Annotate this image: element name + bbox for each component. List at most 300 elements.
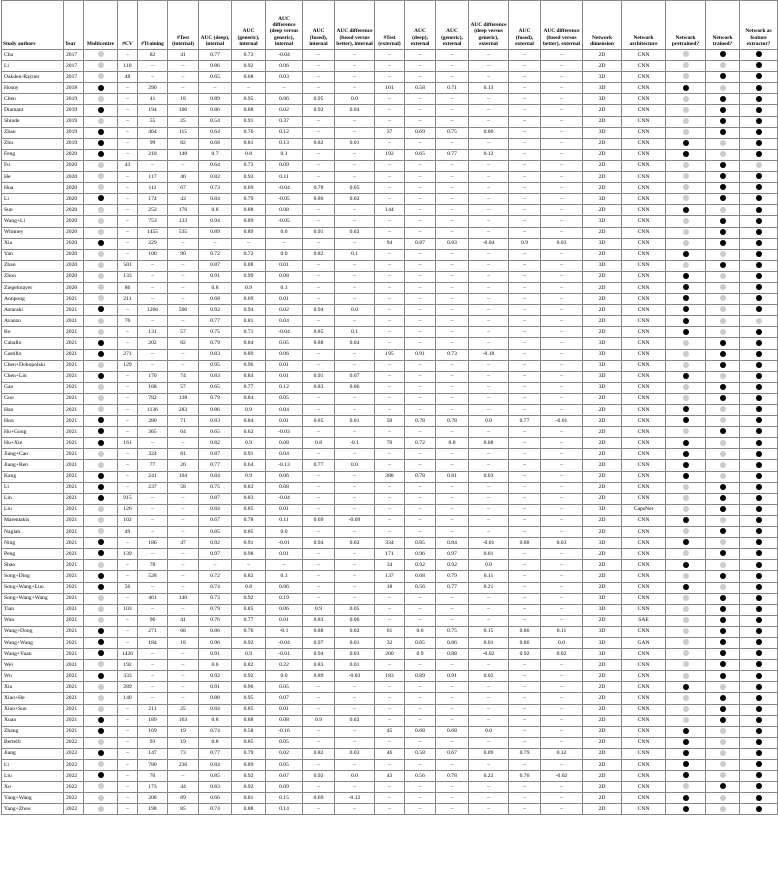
table-cell: CNN [622,382,666,393]
filled-dot-icon [720,240,726,246]
filled-dot-icon [756,207,762,213]
table-cell: 0.37 [266,116,303,127]
table-cell [740,471,778,482]
table-cell: – [375,615,405,626]
table-cell: – [436,527,469,538]
table-cell [666,560,706,571]
filled-dot-icon [756,240,762,246]
table-cell: 753 [138,216,168,227]
table-cell: 2D [583,726,622,737]
table-row [2,249,778,260]
table-cell: – [335,737,375,748]
table-cell [666,504,706,515]
table-cell: 2021 [64,660,84,671]
table-cell: – [303,393,335,404]
table-row [2,305,778,316]
table-cell: – [375,371,405,382]
table-cell: – [168,360,199,371]
table-row [2,527,778,538]
table-cell: – [138,604,168,615]
table-cell: – [303,50,335,61]
table-cell: 0.72 [232,249,266,260]
filled-dot-icon [720,695,726,701]
table-cell: 0.8 [436,438,469,449]
table-cell: – [303,127,335,138]
filled-dot-icon [720,595,726,601]
table-cell: 2D [583,183,622,194]
table-cell: 0.97 [303,637,335,648]
table-cell [706,382,740,393]
filled-dot-icon [756,517,762,523]
table-cell [666,482,706,493]
table-cell: – [168,260,199,271]
table-cell: 2020 [64,238,84,249]
table-cell [706,238,740,249]
filled-dot-icon [683,440,689,446]
table-cell: 104 [168,471,199,482]
table-cell: – [375,260,405,271]
table-cell: 0.83 [303,660,335,671]
table-cell: Wang+Li [2,216,64,227]
table-cell: 0.07 [335,371,375,382]
column-header: #Test (internal) [168,1,199,50]
table-cell: – [541,460,583,471]
table-row [2,50,778,61]
table-row [2,449,778,460]
table-cell: 0.91 [199,271,232,282]
table-cell: 0.84 [199,704,232,715]
table-cell: 0.83 [436,238,469,249]
column-header: Multicentre [84,1,118,50]
table-cell: 0.6 [405,626,436,637]
table-cell: 0.85 [232,704,266,715]
table-cell [706,371,740,382]
table-cell [706,760,740,771]
table-cell: – [266,560,303,571]
hollow-dot-icon [720,273,726,279]
table-cell: – [436,704,469,715]
hollow-dot-icon [98,329,104,335]
table-cell: 131 [138,327,168,338]
hollow-dot-icon [683,617,689,623]
table-cell: 0.89 [232,349,266,360]
filled-dot-icon [720,484,726,490]
table-cell: 0.86 [199,626,232,637]
column-header: AUC (deep), external [405,1,436,50]
table-row [2,216,778,227]
table-cell [740,571,778,582]
table-cell: – [436,172,469,183]
table-cell: – [168,504,199,515]
table-row [2,382,778,393]
table-cell: 0.02 [335,227,375,238]
table-cell: 20 [168,460,199,471]
table-cell: – [375,72,405,83]
table-cell: 2020 [64,205,84,216]
table-cell: – [541,615,583,626]
hollow-dot-icon [683,340,689,346]
table-cell: CNN [622,216,666,227]
table-cell [666,160,706,171]
table-cell [84,216,118,227]
filled-dot-icon [720,384,726,390]
table-cell: 0.7 [199,149,232,160]
table-cell [740,582,778,593]
table-cell: 0.05 [266,682,303,693]
table-row [2,649,778,660]
table-cell [740,393,778,404]
table-cell: CNN [622,771,666,782]
table-cell: – [303,760,335,771]
hollow-dot-icon [720,373,726,379]
table-cell: CNN [622,704,666,715]
table-cell: 89 [168,793,199,804]
table-cell: 139 [118,549,138,560]
table-cell: – [168,560,199,571]
hollow-dot-icon [720,284,726,290]
table-cell: Hua [2,183,64,194]
table-cell: 90 [168,249,199,260]
table-cell [740,305,778,316]
table-cell: 0.02 [541,649,583,660]
table-cell: 3D [583,382,622,393]
table-cell: 0.12 [541,748,583,759]
table-cell: – [541,527,583,538]
table-cell [84,294,118,305]
table-cell: – [509,94,541,105]
table-cell: Han [2,405,64,416]
table-cell: 55 [138,116,168,127]
table-cell: 99 [138,138,168,149]
hollow-dot-icon [683,184,689,190]
table-cell: Hou [2,416,64,427]
table-cell: 41 [168,50,199,61]
table-cell: – [469,760,509,771]
table-cell: – [469,449,509,460]
table-cell: – [509,693,541,704]
table-cell: Jiang+Ren [2,460,64,471]
table-cell: – [509,138,541,149]
table-cell: – [469,382,509,393]
table-cell [706,560,740,571]
filled-dot-icon [756,73,762,79]
table-cell: – [138,316,168,327]
table-cell [666,793,706,804]
table-cell: 0.74 [199,582,232,593]
table-row [2,72,778,83]
table-cell: – [375,294,405,305]
table-cell: – [118,216,138,227]
table-cell: 0.81 [232,793,266,804]
table-cell: 2019 [64,127,84,138]
table-cell: 57 [168,382,199,393]
table-cell: – [138,438,168,449]
table-cell: – [303,482,335,493]
table-cell: 0.19 [266,593,303,604]
table-cell: 2020 [64,249,84,260]
table-cell: 0.11 [266,515,303,526]
table-cell: 117 [138,172,168,183]
table-cell: 280 [138,416,168,427]
table-cell: 0.84 [199,471,232,482]
table-cell: – [405,460,436,471]
table-cell [740,538,778,549]
hollow-dot-icon [720,517,726,523]
table-cell: – [541,216,583,227]
table-cell: 365 [138,427,168,438]
filled-dot-icon [720,184,726,190]
table-cell: 0.92 [199,538,232,549]
column-header: AUC (fused), internal [303,1,335,50]
table-cell: 0.73 [232,160,266,171]
table-cell: – [541,782,583,793]
table-cell: Feng [2,149,64,160]
table-cell: 0.01 [335,138,375,149]
table-cell: – [118,737,138,748]
table-cell: 73 [168,748,199,759]
table-cell [706,671,740,682]
filled-dot-icon [720,606,726,612]
table-cell: – [541,316,583,327]
table-cell: – [405,693,436,704]
table-cell: 34 [375,560,405,571]
table-cell: 2021 [64,493,84,504]
table-cell: Liu [2,504,64,515]
table-cell: – [118,94,138,105]
table-cell: 0.67 [436,748,469,759]
table-cell: – [509,515,541,526]
filled-dot-icon [756,329,762,335]
table-cell: – [509,571,541,582]
hollow-dot-icon [98,661,104,667]
table-cell: Li [2,760,64,771]
table-cell: 0.15 [266,793,303,804]
table-cell: 0.85 [405,637,436,648]
table-cell: – [509,615,541,626]
hollow-dot-icon [683,73,689,79]
table-cell: – [541,50,583,61]
table-cell: 0.69 [303,793,335,804]
table-cell: – [303,560,335,571]
filled-dot-icon [756,750,762,756]
table-cell: – [405,382,436,393]
table-cell: 192 [375,149,405,160]
table-row [2,582,778,593]
table-cell: 0.95 [232,693,266,704]
table-cell: CNN [622,327,666,338]
table-cell: 76 [118,316,138,327]
table-cell: Yang+Wang [2,793,64,804]
table-cell: 3D [583,504,622,515]
table-cell: 0.77 [199,748,232,759]
table-cell: – [405,50,436,61]
table-cell [666,72,706,83]
table-cell: Li [2,194,64,205]
table-cell: 2021 [64,349,84,360]
table-cell [706,737,740,748]
table-cell: – [375,793,405,804]
table-cell: – [118,405,138,416]
table-cell: GAN [622,637,666,648]
table-cell: – [436,271,469,282]
table-cell: 0.68 [199,138,232,149]
table-cell: – [199,238,232,249]
filled-dot-icon [756,362,762,368]
table-cell: 0.91 [436,671,469,682]
table-cell: 32 [375,637,405,648]
table-row [2,294,778,305]
table-cell: -0.05 [266,216,303,227]
table-cell: CapsNet [622,504,666,515]
table-cell: – [541,471,583,482]
table-cell: 237 [138,482,168,493]
filled-dot-icon [720,506,726,512]
table-cell: – [375,382,405,393]
table-cell: – [541,515,583,526]
table-cell: 161 [118,438,138,449]
filled-dot-icon [756,783,762,789]
table-cell: 0.05 [335,183,375,194]
table-cell: – [138,61,168,72]
table-row [2,771,778,782]
table-cell: CNN [622,183,666,194]
table-cell [706,249,740,260]
table-cell: – [335,582,375,593]
table-cell: – [509,172,541,183]
table-row [2,482,778,493]
hollow-dot-icon [98,517,104,523]
table-cell: – [436,260,469,271]
table-cell [666,571,706,582]
table-cell: 2018 [64,83,84,94]
table-cell: – [541,61,583,72]
table-row [2,549,778,560]
table-cell: CNN [622,715,666,726]
table-cell: 2021 [64,405,84,416]
table-cell [740,249,778,260]
table-cell: Shinde [2,116,64,127]
table-cell: 0.91 [303,227,335,238]
table-cell: 0.85 [303,327,335,338]
table-cell: 2D [583,249,622,260]
table-cell [706,327,740,338]
table-cell: 0.8 [199,737,232,748]
table-cell: 0.02 [266,305,303,316]
table-cell: 2D [583,704,622,715]
table-cell: – [303,549,335,560]
table-row [2,316,778,327]
table-cell: 140 [118,693,138,704]
table-cell: – [509,61,541,72]
table-cell: – [138,72,168,83]
table-cell: 0.78 [405,471,436,482]
table-cell: Wei [2,660,64,671]
table-cell: – [375,660,405,671]
table-row [2,471,778,482]
table-cell [84,604,118,615]
filled-dot-icon [683,584,689,590]
table-cell: – [375,405,405,416]
table-row [2,260,778,271]
table-cell: 19 [168,726,199,737]
filled-dot-icon [98,717,104,723]
table-cell: – [541,72,583,83]
table-cell: – [303,682,335,693]
table-cell: 528 [138,571,168,582]
table-cell: – [118,138,138,149]
table-cell: 0.88 [509,538,541,549]
table-cell: – [303,172,335,183]
hollow-dot-icon [683,673,689,679]
table-cell: 3D [583,83,622,94]
table-cell: -0.01 [266,649,303,660]
table-cell: – [168,771,199,782]
table-cell: 0.06 [266,604,303,615]
filled-dot-icon [98,750,104,756]
table-row [2,138,778,149]
table-cell: – [436,105,469,116]
table-cell: – [509,782,541,793]
table-cell: Yan [2,249,64,260]
table-cell [666,382,706,393]
table-row [2,671,778,682]
table-cell: – [335,294,375,305]
table-cell: 37 [375,127,405,138]
table-row [2,626,778,637]
table-cell: -0.09 [335,515,375,526]
hollow-dot-icon [98,783,104,789]
table-cell: 168 [138,382,168,393]
table-cell: – [375,360,405,371]
table-cell: 0.01 [266,360,303,371]
table-cell: CNN [622,83,666,94]
table-cell [706,427,740,438]
table-cell: 0.06 [266,582,303,593]
table-cell: 2021 [64,649,84,660]
table-cell: CNN [622,682,666,693]
filled-dot-icon [756,695,762,701]
table-cell: – [469,360,509,371]
table-cell: 61 [375,626,405,637]
table-cell: 0.88 [303,338,335,349]
table-cell: 0.65 [405,149,436,160]
table-cell [666,449,706,460]
table-cell: – [436,737,469,748]
filled-dot-icon [756,473,762,479]
table-cell: Ning [2,538,64,549]
table-row [2,338,778,349]
table-cell: 388 [375,471,405,482]
table-cell: – [541,793,583,804]
table-cell: 106 [168,105,199,116]
filled-dot-icon [720,229,726,235]
table-cell: – [469,227,509,238]
table-cell: – [541,194,583,205]
table-cell: – [405,160,436,171]
table-cell: – [436,449,469,460]
table-row [2,715,778,726]
table-cell [84,172,118,183]
hollow-dot-icon [720,140,726,146]
table-cell: 0.93 [232,172,266,183]
hollow-dot-icon [98,162,104,168]
filled-dot-icon [756,118,762,124]
table-cell: – [405,615,436,626]
table-cell: 0.08 [266,205,303,216]
table-cell: 2D [583,760,622,771]
table-cell: 2D [583,471,622,482]
table-cell: 0.87 [199,493,232,504]
